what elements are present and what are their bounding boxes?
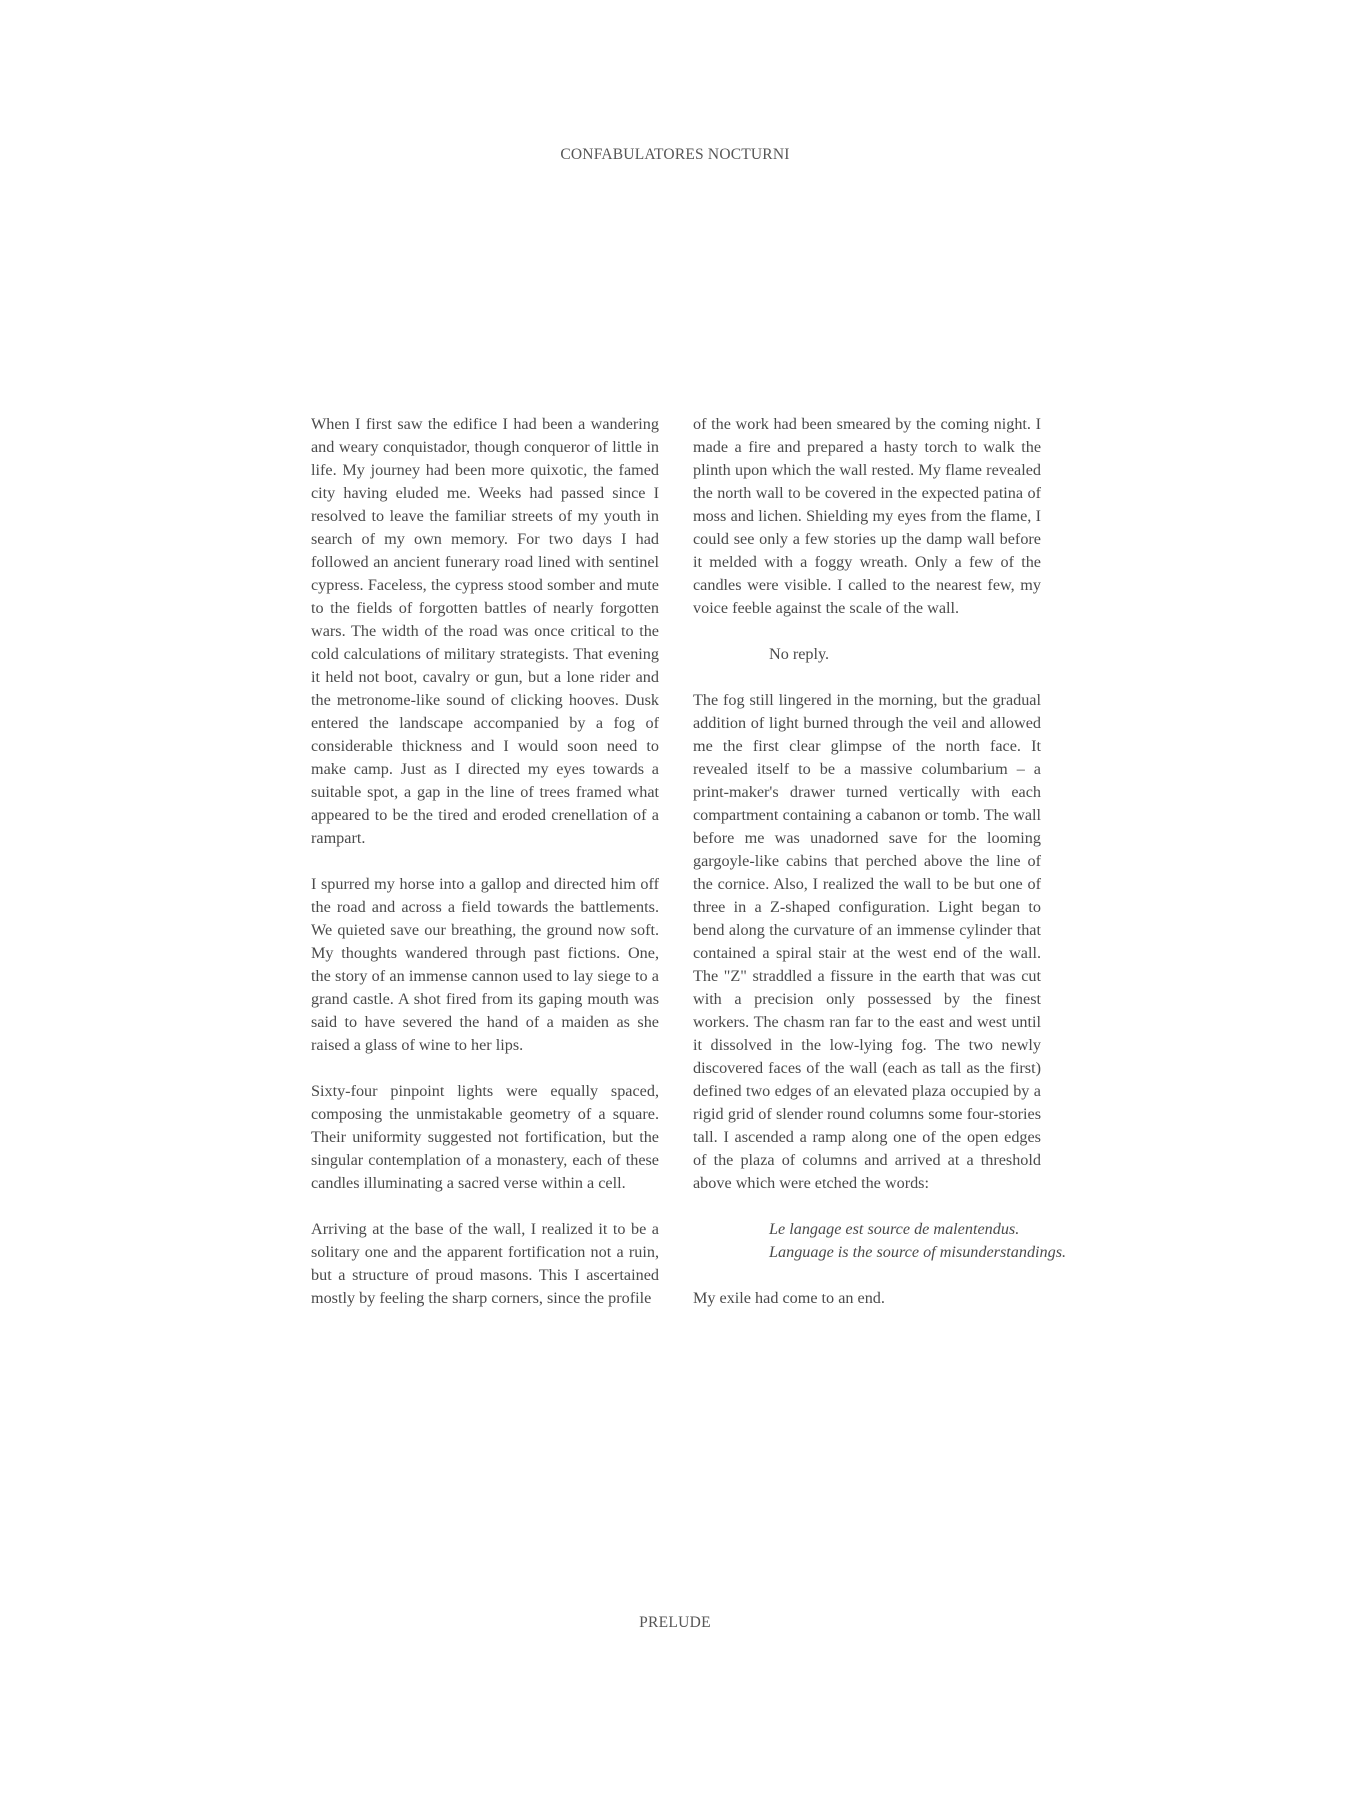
- quote-english: Language is the source of misunderstandings.: [769, 1243, 1067, 1261]
- no-reply-line: No reply.: [769, 645, 830, 663]
- running-title: CONFABULATORES NOCTURNI: [560, 146, 790, 163]
- paragraph-arrival: Arriving at the base of the wall, I realized it to be a solitary one and the apparent fortification not a ruin, but a structure of proud masons. This I ascertained mostly by feeling the sharp corners, since the profile: [311, 1220, 659, 1307]
- epigraph-quote: [693, 1218, 1067, 1264]
- closing-line: My exile had come to an end.: [693, 1289, 885, 1307]
- paragraph-night: of the work had been smeared by the coming night. I made a fire and prepared a hasty torch to walk the plinth upon which the wall rested. My flame revealed the north wall to be covered in the expected patina of moss and lichen. Shielding my eyes from the flame, I could see only a few stories up the damp wall before it melded with a foggy wreath. Only a few of the candles were visible. I called to the nearest few, my voice feeble against the scale of the wall.: [693, 415, 1041, 617]
- paragraph-morning: The fog still lingered in the morning, but the gradual addition of light burned through the veil and allowed me the first clear glimpse of the north face. It revealed itself to be a massive columbarium – a print-maker's drawer turned vertically with each compartment containing a cabanon or tomb. The wall before me was unadorned save for the looming gargoyle-like cabins that perched above the line of the cornice. Also, I realized the wall to be but one of three in a Z-shaped configuration. Light began to bend along the curvature of an immense cylinder that contained a spiral stair at the west end of the wall. The "Z" straddled a fissure in the earth that was cut with a precision only possessed by the finest workers. The chasm ran far to the east and west until it dissolved in the low-lying fog. The two newly discovered faces of the wall (each as tall as the first) defined two edges of an elevated plaza occupied by a rigid grid of slender round columns some four-stories tall. I ascended a ramp along one of the open edges of the plaza of columns and arrived at a threshold above which were etched the words:: [693, 691, 1041, 1192]
- paragraph-edifice: When I first saw the edifice I had been a wandering and weary conquistador, though conqueror of little in life. My journey had been more quixotic, the famed city having eluded me. Weeks had passed since I resolved to leave the familiar streets of my youth in search of my own memory. For two days I had followed an ancient funerary road lined with sentinel cypress. Faceless, the cypress stood somber and mute to the fields of forgotten battles of nearly forgotten wars. The width of the road was once critical to the cold calculations of military strategists. That evening it held not boot, cavalry or gun, but a lone rider and the metronome-like sound of clicking hooves. Dusk entered the landscape accompanied by a fog of considerable thickness and I would soon need to make camp. Just as I directed my eyes towards a suitable spot, a gap in the line of trees framed what appeared to be the tired and eroded crenellation of a rampart.: [311, 415, 659, 847]
- paragraph-lights: Sixty-four pinpoint lights were equally spaced, composing the unmistakable geometry of a square. Their uniformity suggested not fortification, but the singular contemplation of a monastery, each of these candles illuminating a sacred verse within a cell.: [311, 1082, 659, 1192]
- right-column: [693, 413, 1067, 1310]
- quote-french: Le langage est source de malentendus.: [769, 1220, 1020, 1238]
- paragraph-gallop: I spurred my horse into a gallop and directed him off the road and across a field towards the battlements. We quieted save our breathing, the ground now soft. My thoughts wandered through past fictions. One, the story of an immense cannon used to lay siege to a grand castle. A shot fired from its gaping mouth was said to have severed the hand of a maiden as she raised a glass of wine to her lips.: [311, 875, 659, 1054]
- section-label: PRELUDE: [639, 1614, 711, 1631]
- left-column: [311, 413, 659, 1310]
